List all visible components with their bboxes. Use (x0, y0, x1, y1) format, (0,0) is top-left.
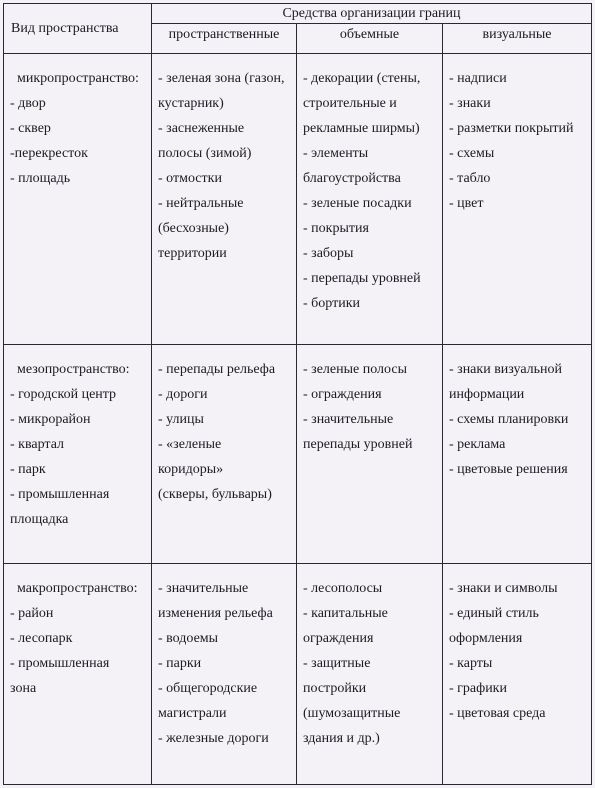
list-item: - площадь (10, 171, 71, 186)
list-item: - промышленная (10, 487, 110, 502)
list-item: - знаки и символы (449, 581, 558, 596)
list-item: оформления (449, 631, 523, 646)
list-item: строительные и (303, 96, 397, 111)
list-item: площадка (10, 512, 69, 527)
list-item: - реклама (449, 437, 506, 452)
space-category-title: мезопространство: (17, 362, 130, 377)
list-item: - «зеленые (158, 437, 222, 452)
table-row-macro (4, 564, 592, 785)
list-item: - квартал (10, 437, 65, 452)
list-item: постройки (303, 681, 367, 696)
list-item: - единый стиль (449, 606, 539, 621)
list-item: - знаки (449, 96, 491, 111)
cell-visual (443, 345, 592, 564)
list-item: - сквер (10, 121, 51, 136)
list-item: - зеленые посадки (303, 196, 412, 211)
list-item: - двор (10, 96, 46, 111)
list-item: - защитные (303, 656, 371, 671)
list-item: - значительные (158, 581, 249, 596)
cell-visual (443, 54, 592, 345)
header-volumetric: объемные (297, 24, 443, 54)
table-row-micro (4, 54, 592, 345)
list-item: - железные дороги (158, 731, 269, 746)
list-item: - общегородские (158, 681, 258, 696)
space-category-title: макропространство: (17, 581, 138, 596)
list-item: здания и др.) (303, 731, 380, 746)
list-item: - перепады уровней (303, 271, 421, 286)
cell-visual (443, 564, 592, 785)
list-item: кустарник) (158, 96, 224, 111)
list-item: - дороги (158, 387, 208, 402)
boundaries-table (3, 3, 592, 785)
list-item: - схемы планировки (449, 412, 569, 427)
header-spatial: пространственные (152, 24, 297, 54)
list-item: - знаки визуальной (449, 362, 563, 377)
list-item: - покрытия (303, 221, 369, 236)
list-item: - декорации (стены, (303, 71, 421, 86)
list-item: - ограждения (303, 387, 382, 402)
list-item: - зеленая зона (газон, (158, 71, 285, 86)
header-space-type: Вид пространства (4, 4, 152, 54)
header-visual: визуальные (443, 24, 592, 54)
list-item: изменения рельефа (158, 606, 273, 621)
list-item: - бортики (303, 296, 361, 311)
list-item: - промышленная (10, 656, 110, 671)
list-item: - отмостки (158, 171, 222, 186)
header-row-group (4, 4, 592, 24)
list-item: благоустройства (303, 171, 401, 186)
list-item: -перекресток (10, 146, 88, 161)
table-row-meso (4, 345, 592, 564)
list-item: - карты (449, 656, 493, 671)
cell-space-type (4, 54, 152, 345)
list-item: - район (10, 606, 54, 621)
list-item: - городской центр (10, 387, 117, 402)
list-item: - зеленые полосы (303, 362, 407, 377)
cell-volumetric (297, 54, 443, 345)
list-item: перепады уровней (303, 437, 413, 452)
list-item: - цветовая среда (449, 706, 546, 721)
list-item: - цветовые решения (449, 462, 568, 477)
list-item: полосы (зимой) (158, 146, 252, 161)
list-item: - микрорайон (10, 412, 91, 427)
list-item: - перепады рельефа (158, 362, 276, 377)
cell-spatial (152, 54, 297, 345)
list-item: - лесопарк (10, 631, 73, 646)
list-item: - элементы (303, 146, 369, 161)
list-item: - значительные (303, 412, 394, 427)
list-item: - табло (449, 171, 491, 186)
list-item: рекламные ширмы) (303, 121, 420, 136)
list-item: - цвет (449, 196, 484, 211)
space-category-title: микропространство: (17, 71, 139, 86)
list-item: информации (449, 387, 525, 402)
list-item: - водоемы (158, 631, 219, 646)
cell-space-type (4, 564, 152, 785)
list-item: - парк (10, 462, 46, 477)
list-item: - капитальные (303, 606, 388, 621)
cell-volumetric (297, 345, 443, 564)
list-item: - заборы (303, 246, 354, 261)
header-boundary-means: Средства организации границ (152, 4, 592, 24)
list-item: зона (10, 681, 37, 696)
list-item: территории (158, 246, 227, 261)
list-item: ограждения (303, 631, 374, 646)
list-item: магистрали (158, 706, 227, 721)
list-item: - схемы (449, 146, 495, 161)
cell-spatial (152, 564, 297, 785)
list-item: - улицы (158, 412, 204, 427)
list-item: (шумозащитные (303, 706, 401, 721)
list-item: - нейтральные (158, 196, 244, 211)
list-item: коридоры» (158, 462, 224, 477)
list-item: (бесхозные) (158, 221, 229, 236)
list-item: - графики (449, 681, 507, 696)
cell-spatial (152, 345, 297, 564)
list-item: - лесополосы (303, 581, 383, 596)
list-item: - заснеженные (158, 121, 245, 136)
list-item: - разметки покрытий (449, 121, 574, 136)
list-item: - парки (158, 656, 202, 671)
cell-space-type (4, 345, 152, 564)
cell-volumetric (297, 564, 443, 785)
list-item: - надписи (449, 71, 507, 86)
list-item: (скверы, бульвары) (158, 487, 272, 502)
